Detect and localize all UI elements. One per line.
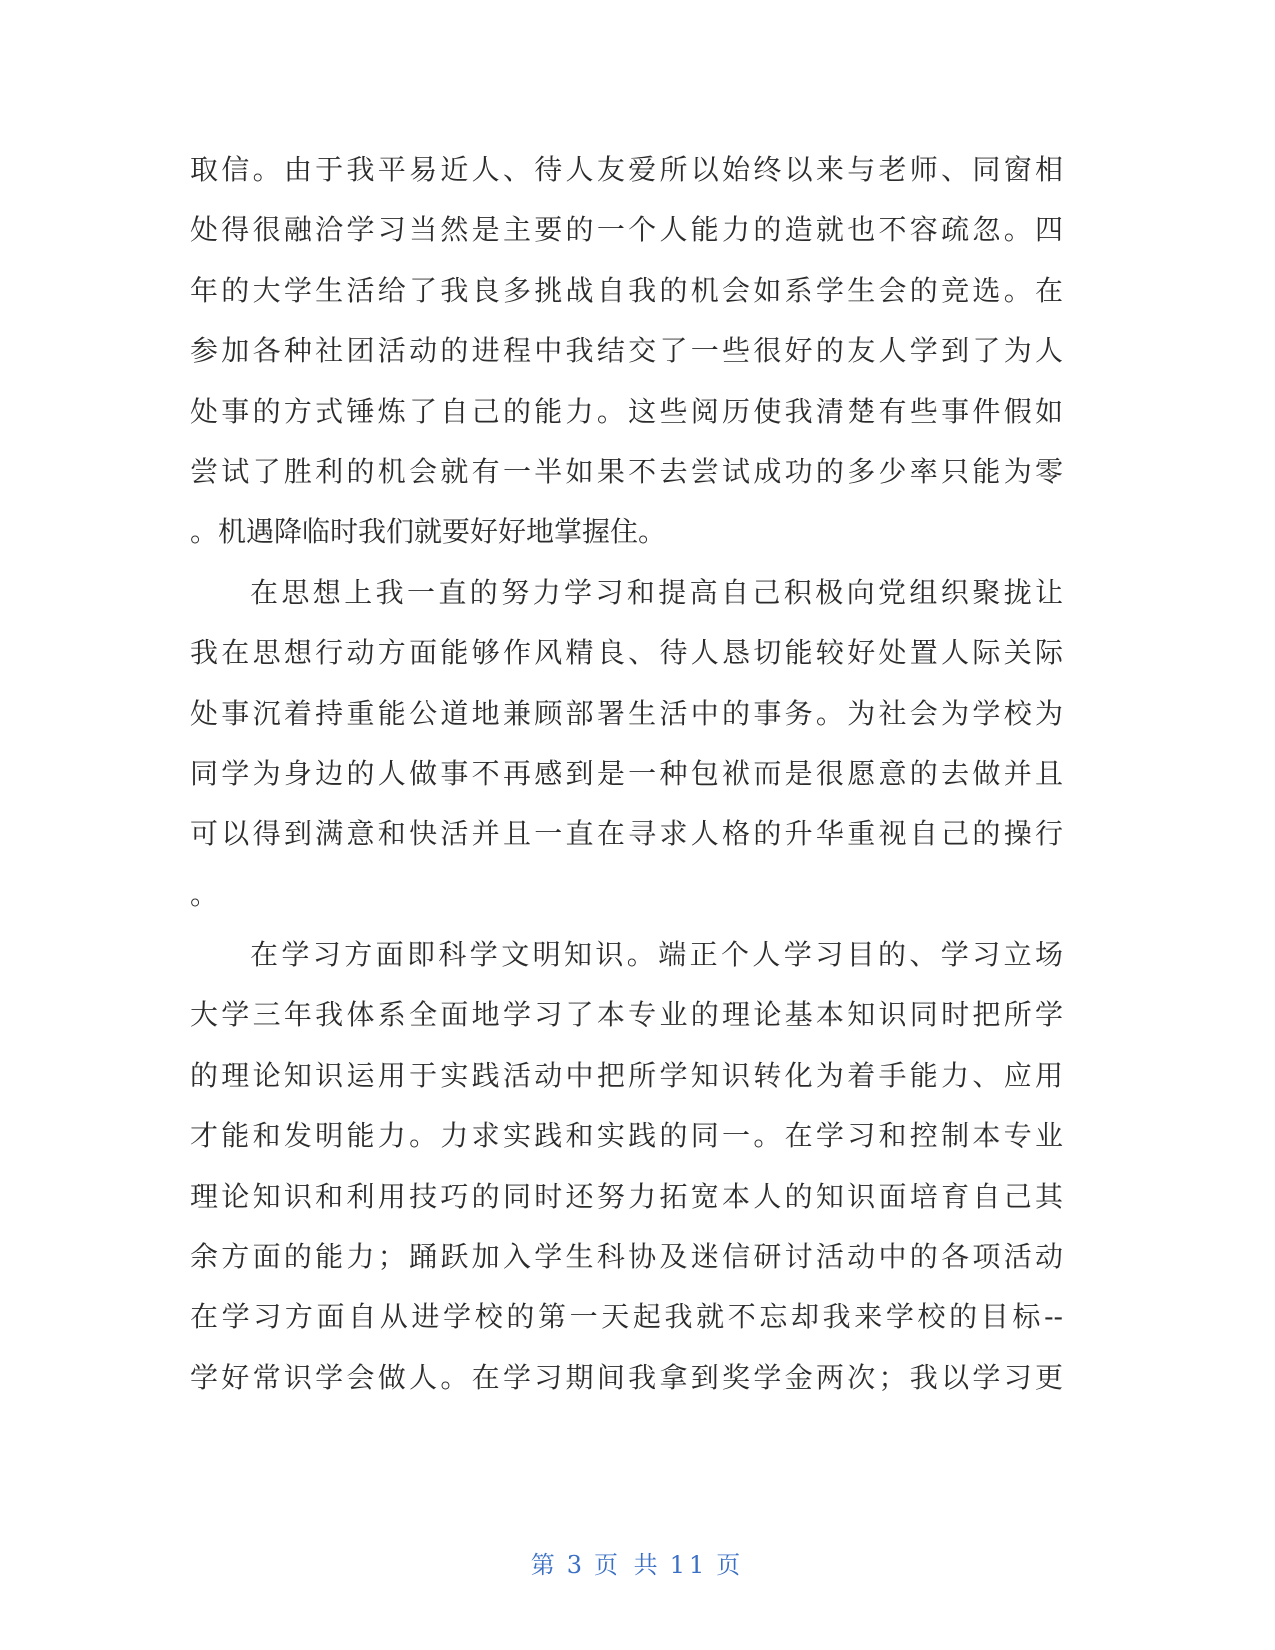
text-line: 处得很融洽学习当然是主要的一个人能力的造就也不容疏忽。四 xyxy=(190,213,1063,247)
footer-suffix: 页 xyxy=(716,1551,745,1579)
text-line: 可以得到满意和快活并且一直在寻求人格的升华重视自己的操行 xyxy=(190,817,1063,851)
text-line: 。 xyxy=(190,877,219,911)
text-line: 。机遇降临时我们就要好好地掌握住。 xyxy=(190,515,667,549)
text-line: 同学为身边的人做事不再感到是一种包袱而是很愿意的去做并且 xyxy=(190,756,1063,790)
footer-total-pages: 11 xyxy=(669,1551,709,1579)
text-line: 我在思想行动方面能够作风精良、待人恳切能较好处置人际关际 xyxy=(190,636,1063,670)
text-line: 在学习方面自从进学校的第一天起我就不忘却我来学校的目标-- xyxy=(190,1300,1063,1334)
text-line: 处事的方式锤炼了自己的能力。这些阅历使我清楚有些事件假如 xyxy=(190,394,1063,428)
document-body xyxy=(190,140,1063,1408)
text-line: 余方面的能力；踊跃加入学生科协及迷信研讨活动中的各项活动 xyxy=(190,1240,1063,1274)
text-line: 处事沉着持重能公道地兼顾部署生活中的事务。为社会为学校为 xyxy=(190,696,1063,730)
text-line: 取信。由于我平易近人、待人友爱所以始终以来与老师、同窗相 xyxy=(190,153,1063,186)
text-line: 在学习方面即科学文明知识。端正个人学习目的、学习立场 xyxy=(250,938,1063,972)
footer-middle: 页 共 xyxy=(594,1551,662,1579)
text-line: 理论知识和利用技巧的同时还努力拓宽本人的知识面培育自己其 xyxy=(190,1179,1063,1213)
text-line: 在思想上我一直的努力学习和提高自己积极向党组织聚拢让 xyxy=(250,575,1063,609)
page-footer xyxy=(0,1545,1275,1580)
text-line: 年的大学生活给了我良多挑战自我的机会如系学生会的竞选。在 xyxy=(190,273,1063,307)
text-line: 才能和发明能力。力求实践和实践的同一。在学习和控制本专业 xyxy=(190,1119,1063,1153)
text-line: 的理论知识运用于实践活动中把所学知识转化为着手能力、应用 xyxy=(190,1058,1063,1092)
text-line: 尝试了胜利的机会就有一半如果不去尝试成功的多少率只能为零 xyxy=(190,454,1063,488)
footer-current-page: 3 xyxy=(566,1551,587,1579)
text-line: 大学三年我体系全面地学习了本专业的理论基本知识同时把所学 xyxy=(190,998,1063,1032)
text-line: 学好常识学会做人。在学习期间我拿到奖学金两次；我以学习更 xyxy=(190,1360,1063,1394)
text-line: 参加各种社团活动的进程中我结交了一些很好的友人学到了为人 xyxy=(190,334,1063,368)
footer-prefix: 第 xyxy=(530,1551,559,1579)
